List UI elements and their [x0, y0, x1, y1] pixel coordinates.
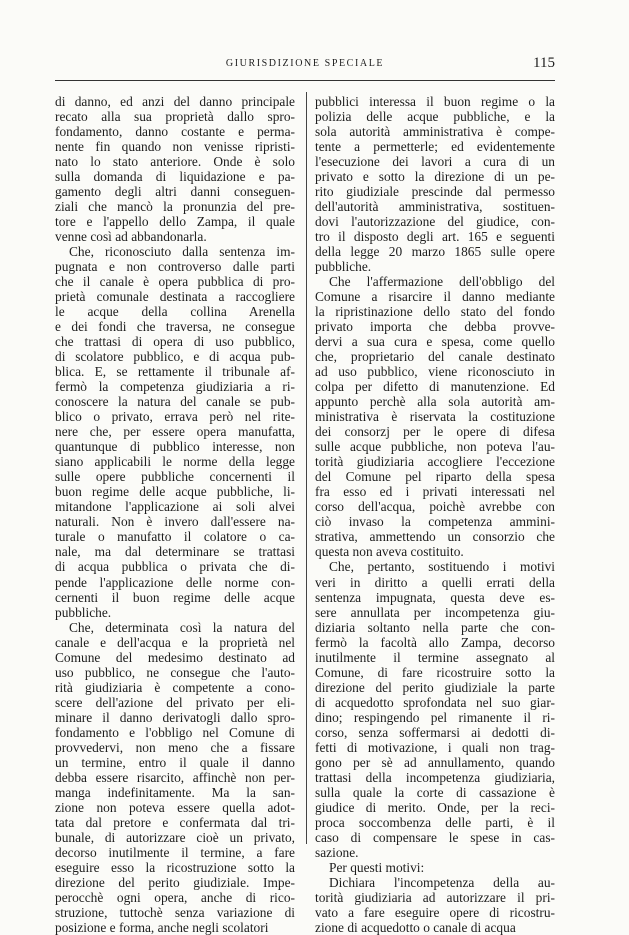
right-column-line: fermò la facoltà allo Zampa, decorso [315, 634, 555, 650]
left-column-line: manga indefinitamente. Ma la san- [55, 784, 295, 800]
left-column-line: provvedervi, non meno che a fissare [55, 739, 295, 755]
left-column-line: pugnata e non controverso dalle parti [55, 259, 295, 275]
right-column-line: proca soccombenza delle parti, è il [315, 814, 555, 830]
right-column-line: l'esecuzione dei lavori a cura di un [315, 154, 555, 170]
right-column-line: dei consorzj per le opere di difesa [315, 424, 555, 440]
right-column-line: questa non aveva costituito. [315, 544, 464, 560]
left-column-line: struzione, tuttochè senza variazione di [55, 904, 295, 920]
left-column-line: tata dal pretore e confermata dal tri- [55, 814, 295, 830]
right-column-line: giudice di merito. Onde, per la reci- [315, 799, 555, 815]
left-column-line: perocchè ogni opera, anche di rico- [55, 889, 295, 905]
right-column-line: Comune a risarcire il danno mediante [315, 289, 555, 305]
right-column-line: rito giudiziale prescinde dal permesso [315, 184, 555, 200]
right-column-line: corso dell'acqua, poichè avrebbe con [315, 499, 555, 515]
right-column-line: gono per sè ad annullamento, quando [315, 754, 555, 770]
right-column-line: di acquedotto sprofondata nel suo giar- [315, 694, 555, 710]
left-column-line: le acque della collina Arenella [55, 304, 295, 320]
right-column-line: diziaria soltanto nella parte che con- [315, 619, 555, 635]
left-column-line: nente fin quando non venisse ripristi- [55, 139, 295, 155]
left-column-line: canale e dell'acqua e la proprietà nel [55, 634, 295, 650]
left-column-line: nato lo stato anteriore. Onde è solo [55, 154, 295, 170]
left-column-line: nale, ma dal determinare se trattasi [55, 544, 295, 560]
right-column-line: dovi l'autorizzazione del giudice, con- [315, 214, 555, 230]
right-column-line: torità giudiziaria ad autorizzare il pri- [315, 889, 555, 905]
page-number: 115 [533, 55, 555, 71]
running-head: GIURISDIZIONE SPECIALE [225, 58, 385, 69]
right-column-line: Dichiara l'incompetenza della au- [329, 874, 555, 890]
left-column-line: Che, determinata così la natura del [69, 619, 295, 635]
left-column-line: venne così ad abbandonarla. [55, 229, 207, 245]
page-header [55, 55, 555, 78]
left-column-line: tore e l'appello dello Zampa, il quale [55, 214, 295, 230]
left-column-line: debba essere risarcito, affinchè non per- [55, 769, 295, 785]
right-column-line: torità giudiziaria accogliere l'eccezione [315, 454, 555, 470]
right-column-line: ad uso pubblico, viene riconosciuto in [315, 364, 555, 380]
right-column-line: fetti di motivazione, i quali non trag- [315, 739, 555, 755]
left-column-line: Che, riconosciuto dalla sentenza im- [69, 244, 295, 260]
right-column-line: tente a permetterle; ed evidentemente [315, 139, 555, 155]
right-column-line: colpa per difetto di manutenzione. Ed [315, 379, 555, 395]
left-column-line: fondamento, danno costante e perma- [55, 124, 295, 140]
right-column-line: dervi a sua cura e spesa, come quello [315, 334, 555, 350]
right-column-line: pubbliche. [315, 259, 372, 275]
left-column-line: pubbliche. [55, 604, 112, 620]
left-column-line: minare il danno derivatogli dallo spro- [55, 709, 295, 725]
left-column-line: fermò la competenza giudiziaria a ri- [55, 379, 295, 395]
left-column-line: sulla domanda di liquidazione e pa- [55, 169, 295, 185]
right-column-line: sentenza impugnata, questa deve es- [315, 589, 555, 605]
right-column-line: caso di compensare le spese in cas- [315, 829, 555, 845]
right-column-line: sazione. [315, 844, 359, 860]
column-divider [306, 92, 307, 844]
left-column-line: conoscere la natura del canale se pub- [55, 394, 295, 410]
right-column [315, 94, 555, 935]
left-column-line: direzione del perito giudiziale. Impe- [55, 874, 295, 890]
left-column-line: scere dell'azione del privato per eli- [55, 694, 295, 710]
left-column-line: posizione e forma, anche negli scolatori [55, 919, 269, 935]
right-column-line: Comune, di fare ricostruire sotto la [315, 664, 555, 680]
left-column-line: mitandone l'applicazione ai soli alvei [55, 499, 295, 515]
right-column-line: direzione del perito giudiziale la parte [315, 679, 555, 695]
right-column-line: polizia delle acque pubbliche, e la [315, 109, 555, 125]
right-column-line: che, proprietario del canale destinato [315, 349, 555, 365]
left-column-line: rità giudiziaria è competente a cono- [55, 679, 295, 695]
right-column-line: strativa, ammettendo un consorzio che [315, 529, 555, 545]
right-column-line: ministrativa è riservata la costituzione [315, 409, 555, 425]
left-column-line: recato alla sua proprietà dallo spro- [55, 109, 295, 125]
right-column-line: ciò invaso la competenza ammini- [315, 514, 555, 530]
right-column-line: privato importa che debba provve- [315, 319, 555, 335]
left-column-line: cernenti il buon regime delle acque [55, 589, 295, 605]
right-column-line: sere annullata per incompetenza giu- [315, 604, 555, 620]
right-column-line: inutilmente il termine assegnato al [315, 649, 555, 665]
right-column-line: pubblici interessa il buon regime o la [315, 94, 555, 109]
left-column-line: di danno, ed anzi del danno principale [55, 94, 295, 109]
left-column [55, 94, 295, 935]
right-column-line: del Comune pel riparto della spesa [315, 469, 555, 485]
left-column-line: eseguire esso la ricostruzione sotto la [55, 859, 295, 875]
left-column-line: buon regime delle acque pubbliche, li- [55, 484, 295, 500]
left-column-line: naturali. Non è invero dall'essere na- [55, 514, 295, 530]
right-column-line: Per questi motivi: [329, 859, 425, 875]
right-column-line: sulle acque pubbliche, non poteva l'au- [315, 439, 555, 455]
left-column-line: ziali che mancò la pronunzia del pre- [55, 199, 295, 215]
right-column-line: Che l'affermazione dell'obbligo del [329, 274, 555, 290]
left-column-line: uso pubblico, ne consegue che l'auto- [55, 664, 295, 680]
right-column-line: veri in diritto a quelli errati della [315, 574, 555, 590]
left-column-line: che trattasi di opera di uso pubblico, [55, 334, 295, 350]
left-column-line: quantunque di pubblico interesse, non [55, 439, 295, 455]
right-column-line: dell'autorità amministrativa, sostituen- [315, 199, 555, 215]
right-column-line: tro il disposto degli art. 165 e seguenti [315, 229, 555, 245]
right-column-line: fra esso ed i privati interessati nel [315, 484, 555, 500]
left-column-line: Comune del medesimo destinato ad [55, 649, 295, 665]
right-column-line: trattasi della incompetenza giudiziaria, [315, 769, 555, 785]
left-column-line: blica. E, se rettamente il tribunale af- [55, 364, 295, 380]
right-column-line: la ripristinazione dello stato del fondo [315, 304, 555, 320]
right-column-line: vato a fare eseguire opere di ricostru- [315, 904, 555, 920]
left-column-line: pende l'applicazione delle norme con- [55, 574, 295, 590]
header-rule [55, 80, 555, 81]
right-column-line: sola autorità amministrativa è compe- [315, 124, 555, 140]
left-column-line: zione non poteva essere quella adot- [55, 799, 295, 815]
left-column-line: sulle opere pubbliche concernenti il [55, 469, 295, 485]
left-column-line: un termine, entro il quale il danno [55, 754, 295, 770]
right-column-line: privato e sotto la direzione di un pe- [315, 169, 555, 185]
right-column-line: sulla quale la corte di cassazione è [315, 784, 555, 800]
right-column-line: corso, senza soffermarsi ai dedotti di- [315, 724, 555, 740]
left-column-line: e dei fondi che traversa, ne consegue [55, 319, 295, 335]
left-column-line: blico o privato, errava però nel rite- [55, 409, 295, 425]
left-column-line: nere che, per essere opera manufatta, [55, 424, 295, 440]
right-column-line: zione di acquedotto o canale di acqua [315, 919, 516, 935]
left-column-line: gamento degli altri danni conseguen- [55, 184, 295, 200]
left-column-line: fondamento e l'obbligo nel Comune di [55, 724, 295, 740]
left-column-line: di scolatore pubblico, e di acqua pub- [55, 349, 295, 365]
right-column-line: della legge 20 marzo 1865 sulle opere [315, 244, 555, 260]
left-column-line: che il canale è opera pubblica di pro- [55, 274, 295, 290]
left-column-line: siano applicabili le norme della legge [55, 454, 295, 470]
left-column-line: bunale, di autorizzare cioè un privato, [55, 829, 295, 845]
left-column-line: prietà comunale destinata a raccogliere [55, 289, 295, 305]
left-column-line: decorso inutilmente il termine, a fare [55, 844, 295, 860]
left-column-line: di acqua pubblica o privata che di- [55, 559, 295, 575]
right-column-line: Che, pertanto, sostituendo i motivi [329, 559, 555, 575]
right-column-line: appunto perchè alla sola autorità am- [315, 394, 555, 410]
left-column-line: turale o manufatto il colatore o ca- [55, 529, 295, 545]
right-column-line: dino; respingendo pel rimanente il ri- [315, 709, 555, 725]
